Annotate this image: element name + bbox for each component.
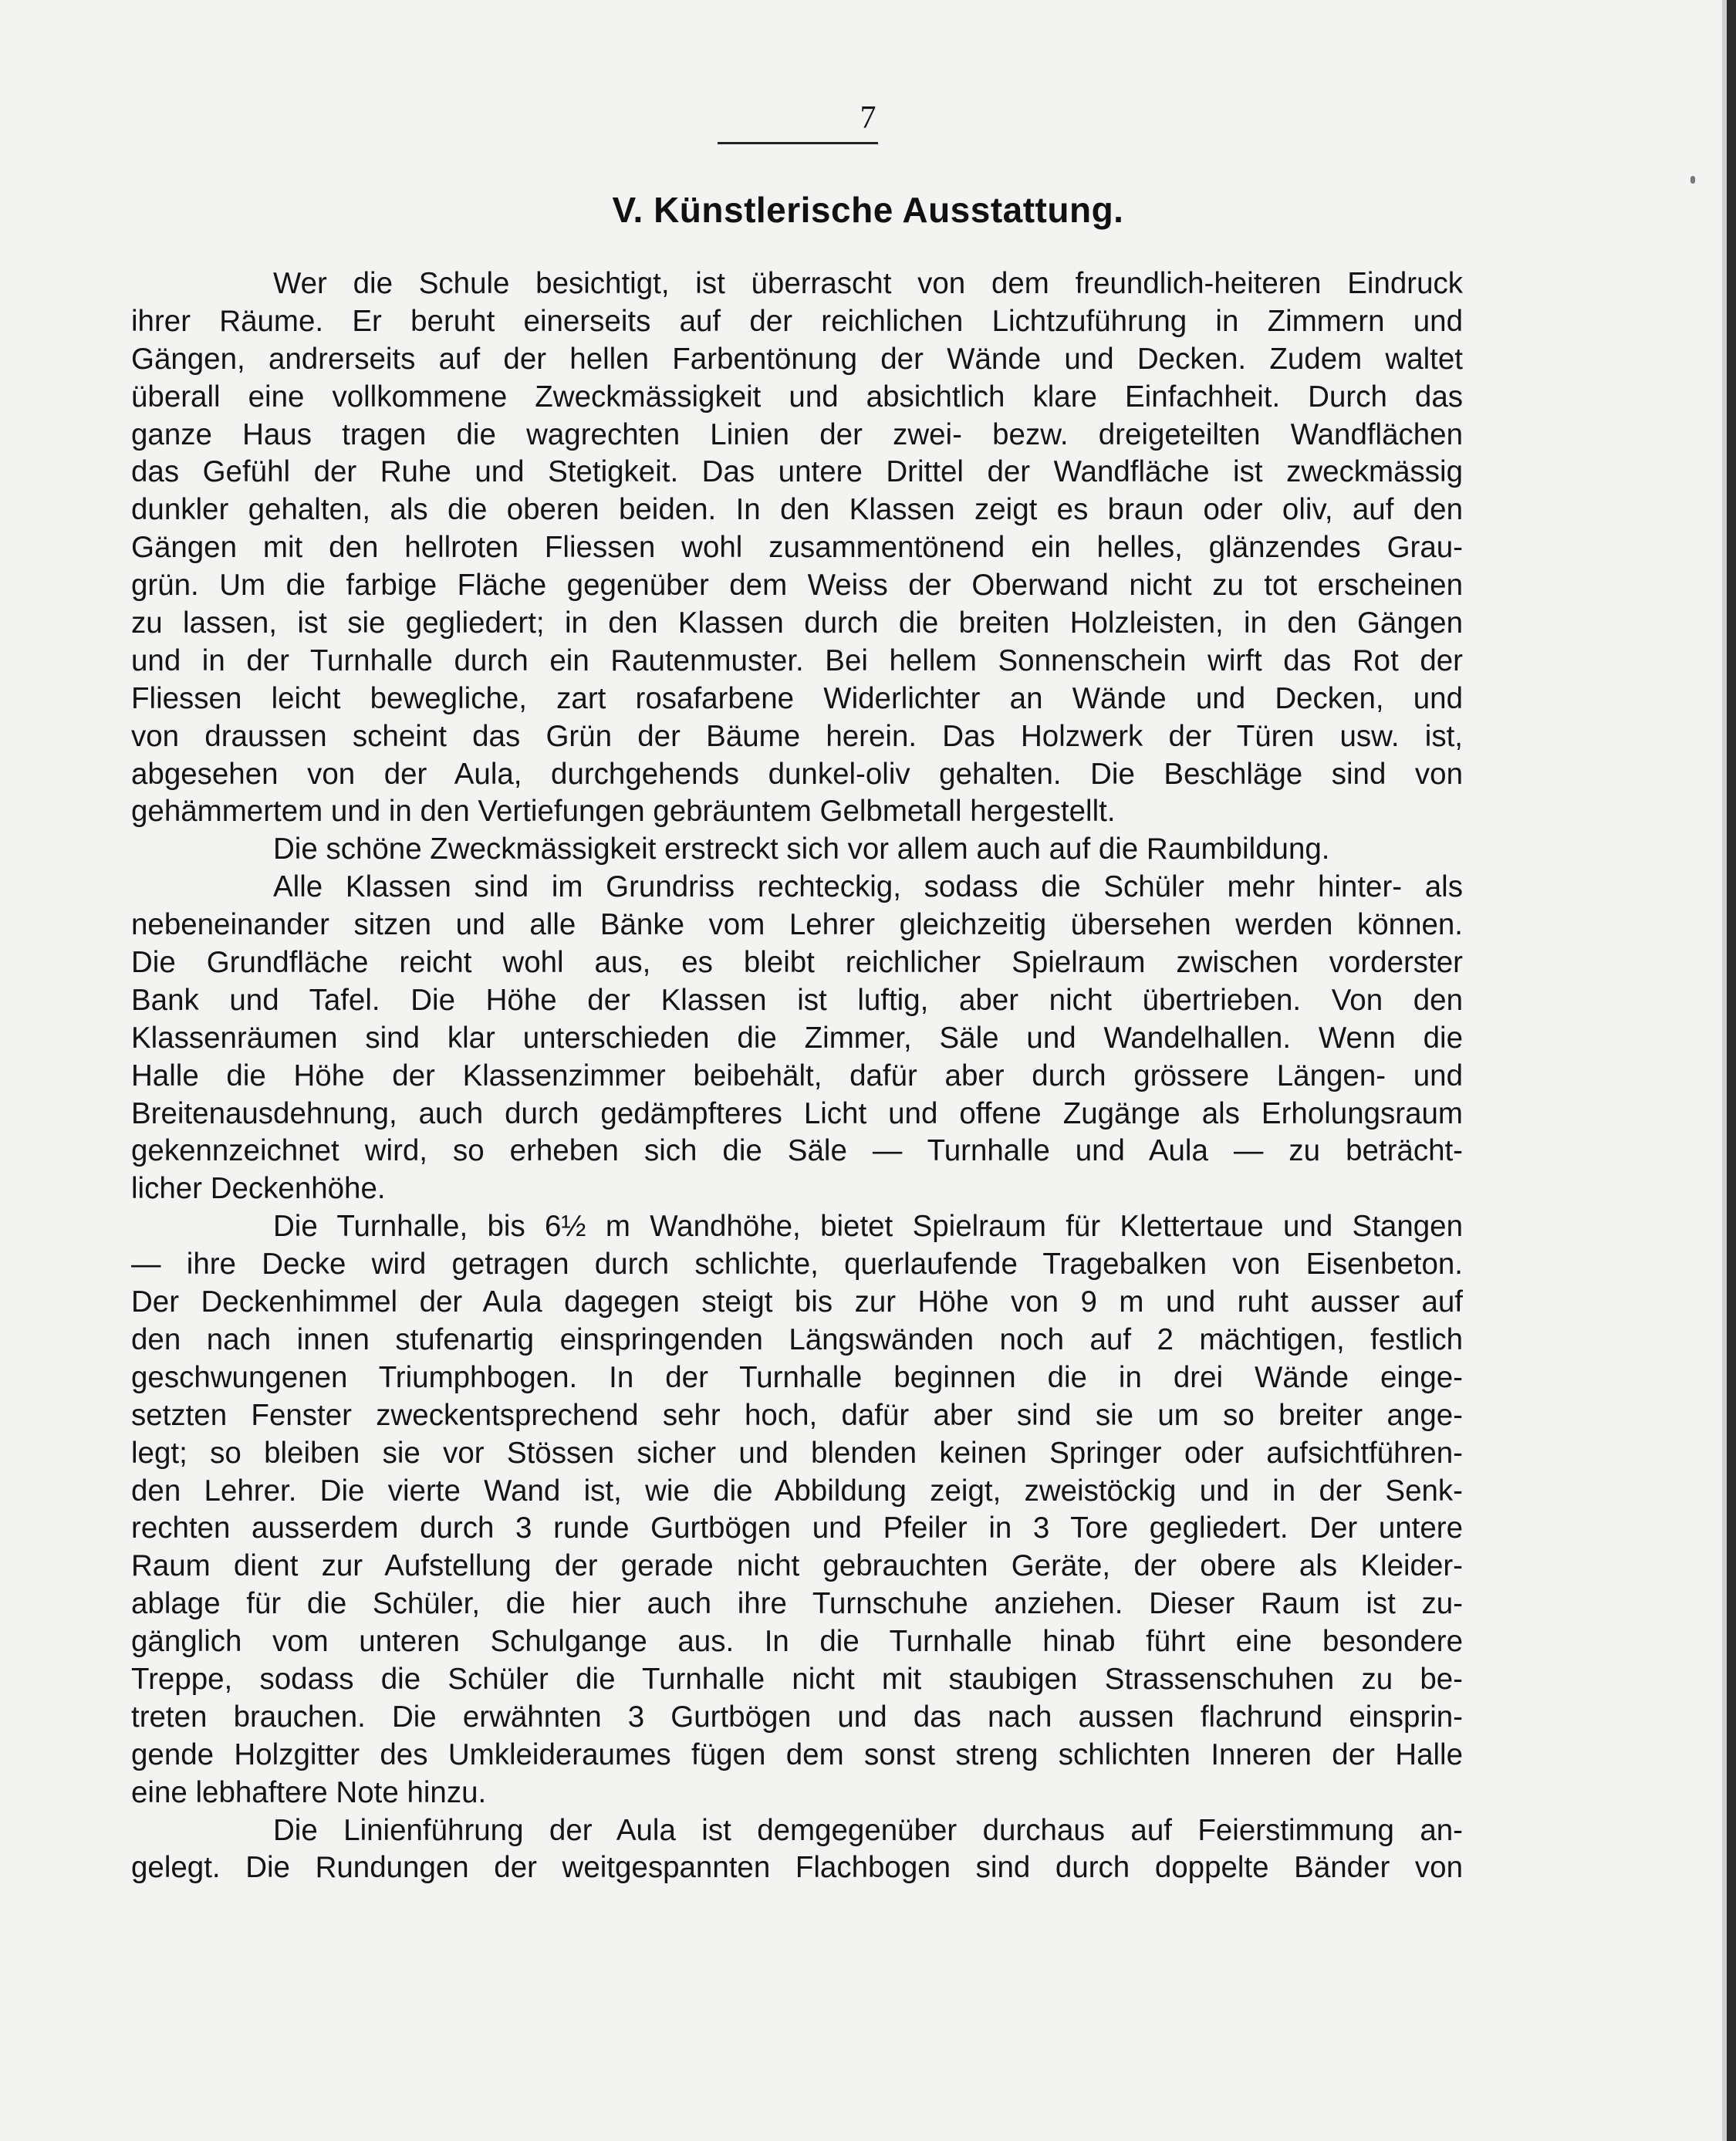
text-line: den Lehrer. Die vierte Wand ist, wie die Abbildung zeigt, zweistöckig und in der Senk-: [131, 1474, 1463, 1508]
text-line: Die schöne Zweckmässigkeit erstreckt sich vor allem auch auf die Raumbildung.: [273, 832, 1330, 866]
chapter-title: V. Künstlerische Ausstattung.: [612, 190, 1124, 230]
text-line: Klassenräumen sind klar unterschieden die Zimmer, Säle und Wandelhallen. Wenn die: [131, 1021, 1463, 1055]
text-line: gehämmertem und in den Vertiefungen gebräuntem Gelbmetall hergestellt.: [131, 795, 1116, 829]
text-line: Gängen, andrerseits auf der hellen Farbentönung der Wände und Decken. Zudem waltet: [131, 342, 1463, 376]
text-line: ablage für die Schüler, die hier auch ihre Turnschuhe anziehen. Dieser Raum ist zu-: [131, 1587, 1463, 1621]
text-line: ganze Haus tragen die wagrechten Linien der zwei- bezw. dreigeteilten Wandflächen: [131, 417, 1463, 451]
text-line: Alle Klassen sind im Grundriss rechteckig, sodass die Schüler mehr hinter- als: [273, 870, 1463, 904]
text-line: grün. Um die farbige Fläche gegenüber dem Weiss der Oberwand nicht zu tot erscheinen: [131, 569, 1463, 603]
text-line: gende Holzgitter des Umkleideraumes fügen dem sonst streng schlichten Inneren der Halle: [131, 1737, 1463, 1771]
text-line: gänglich vom unteren Schulgange aus. In die Turnhalle hinab führt eine besondere: [131, 1625, 1463, 1659]
text-line: abgesehen von der Aula, durchgehends dunkel-oliv gehalten. Die Beschläge sind von: [131, 757, 1463, 791]
scan-border: [1727, 0, 1736, 2141]
text-line: nebeneinander sitzen und alle Bänke vom Lehrer gleichzeitig übersehen werden können.: [131, 908, 1463, 942]
text-line: Die Linienführung der Aula ist demgegenüber durchaus auf Feierstimmung an-: [273, 1813, 1463, 1847]
text-line: Fliessen leicht bewegliche, zart rosafarbene Widerlichter an Wände und Decken, und: [131, 681, 1463, 715]
text-line: gelegt. Die Rundungen der weitgespannten Flachbogen sind durch doppelte Bänder von: [131, 1851, 1463, 1885]
text-line: eine lebhaftere Note hinzu.: [131, 1775, 487, 1809]
text-line: — ihre Decke wird getragen durch schlichte, querlaufende Tragebalken von Eisenbeton.: [131, 1248, 1463, 1282]
text-line: Bank und Tafel. Die Höhe der Klassen ist luftig, aber nicht übertrieben. Von den: [131, 983, 1463, 1017]
text-line: Halle die Höhe der Klassenzimmer beibehält, dafür aber durch grössere Längen- und: [131, 1059, 1463, 1092]
text-line: zu lassen, ist sie gegliedert; in den Klassen durch die breiten Holzleisten, in den Gängen: [131, 606, 1463, 640]
body-text: [131, 265, 1463, 1887]
text-line: rechten ausserdem durch 3 runde Gurtbögen und Pfeiler in 3 Tore gegliedert. Der untere: [131, 1511, 1463, 1545]
text-line: Breitenausdehnung, auch durch gedämpfteres Licht und offene Zugänge als Erholungsraum: [131, 1096, 1463, 1130]
text-line: von draussen scheint das Grün der Bäume herein. Das Holzwerk der Türen usw. ist,: [131, 719, 1463, 753]
text-line: und in der Turnhalle durch ein Rautenmuster. Bei hellem Sonnenschein wirft das Rot der: [131, 643, 1463, 677]
text-line: Die Grundfläche reicht wohl aus, es bleibt reichlicher Spielraum zwischen vorderster: [131, 946, 1463, 980]
text-line: überall eine vollkommene Zweckmässigkeit und absichtlich klare Einfachheit. Durch das: [131, 380, 1463, 414]
text-line: Der Deckenhimmel der Aula dagegen steigt bis zur Höhe von 9 m und ruht ausser auf: [131, 1285, 1463, 1319]
text-line: Wer die Schule besichtigt, ist überrascht von dem freundlich-heiteren Eindruck: [273, 267, 1463, 300]
text-line: licher Deckenhöhe.: [131, 1172, 386, 1206]
text-line: dunkler gehalten, als die oberen beiden. In den Klassen zeigt es braun oder oliv, auf den: [131, 493, 1463, 527]
text-line: Raum dient zur Aufstellung der gerade nicht gebrauchten Geräte, der obere als Kleider-: [131, 1549, 1463, 1583]
text-line: ihrer Räume. Er beruht einerseits auf der reichlichen Lichtzuführung in Zimmern und: [131, 304, 1463, 338]
text-line: setzten Fenster zweckentsprechend sehr hoch, dafür aber sind sie um so breiter ange-: [131, 1398, 1463, 1432]
text-line: gekennzeichnet wird, so erheben sich die Säle — Turnhalle und Aula — zu beträcht-: [131, 1134, 1463, 1168]
scan-speck: [1690, 176, 1695, 184]
text-line: Gängen mit den hellroten Fliessen wohl zusammentönend ein helles, glänzendes Grau-: [131, 531, 1463, 565]
text-line: legt; so bleiben sie vor Stössen sicher und blenden keinen Springer oder aufsichtführen-: [131, 1436, 1463, 1470]
page-number: 7: [860, 100, 876, 136]
text-line: Die Turnhalle, bis 6½ m Wandhöhe, bietet Spielraum für Klettertaue und Stangen: [273, 1210, 1463, 1244]
text-line: Treppe, sodass die Schüler die Turnhalle nicht mit staubigen Strassenschuhen zu be-: [131, 1662, 1463, 1696]
text-line: geschwungenen Triumphbogen. In der Turnhalle beginnen die in drei Wände einge-: [131, 1360, 1463, 1394]
text-line: treten brauchen. Die erwähnten 3 Gurtbögen und das nach aussen flachrund einsprin-: [131, 1700, 1463, 1734]
text-line: das Gefühl der Ruhe und Stetigkeit. Das untere Drittel der Wandfläche ist zweckmässig: [131, 455, 1463, 489]
page-number-rule: [718, 142, 878, 144]
text-line: den nach innen stufenartig einspringenden Längswänden noch auf 2 mächtigen, festlich: [131, 1322, 1463, 1356]
